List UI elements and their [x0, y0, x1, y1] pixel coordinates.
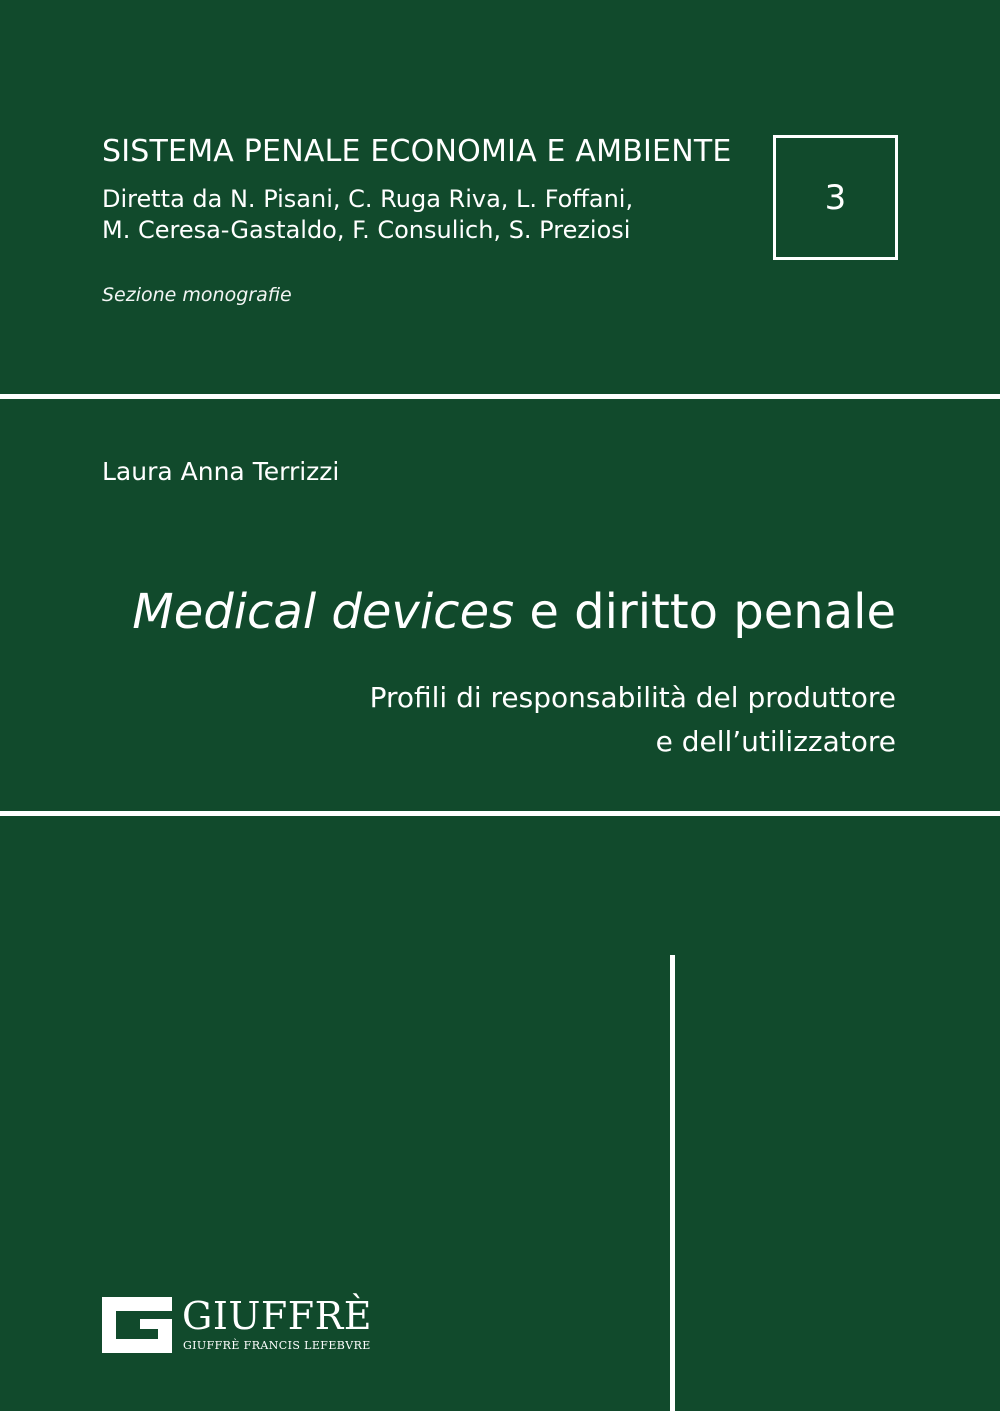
volume-number-box [773, 135, 898, 260]
giuffre-logo-icon [102, 1297, 172, 1353]
volume-number: 3 [824, 177, 847, 218]
editors-line-1: Diretta da N. Pisani, C. Ruga Riva, L. Foffani, [102, 185, 634, 213]
subtitle-line-2: e dell’utilizzatore [655, 725, 896, 758]
book-title-italic: Medical devices [132, 584, 515, 640]
subtitle-line-1: Profili di responsabilità del produttore [369, 681, 896, 714]
editors-line-2: M. Ceresa-Gastaldo, F. Consulich, S. Preziosi [102, 216, 631, 244]
publisher-logo [102, 1294, 372, 1355]
book-subtitle [370, 676, 896, 764]
vertical-divider [670, 955, 675, 1411]
publisher-tagline: GIUFFRÈ FRANCIS LEFEBVRE [183, 1339, 371, 1352]
book-title-rest: e diritto penale [514, 584, 896, 640]
bottom-divider [0, 811, 1000, 816]
publisher-name: GIUFFRÈ [182, 1294, 372, 1338]
series-editors [102, 184, 633, 246]
top-divider [0, 394, 1000, 399]
author-name: Laura Anna Terrizzi [102, 457, 340, 486]
book-title [132, 582, 896, 642]
series-section: Sezione monografie [102, 284, 292, 306]
series-title: SISTEMA PENALE ECONOMIA E AMBIENTE [102, 134, 732, 169]
